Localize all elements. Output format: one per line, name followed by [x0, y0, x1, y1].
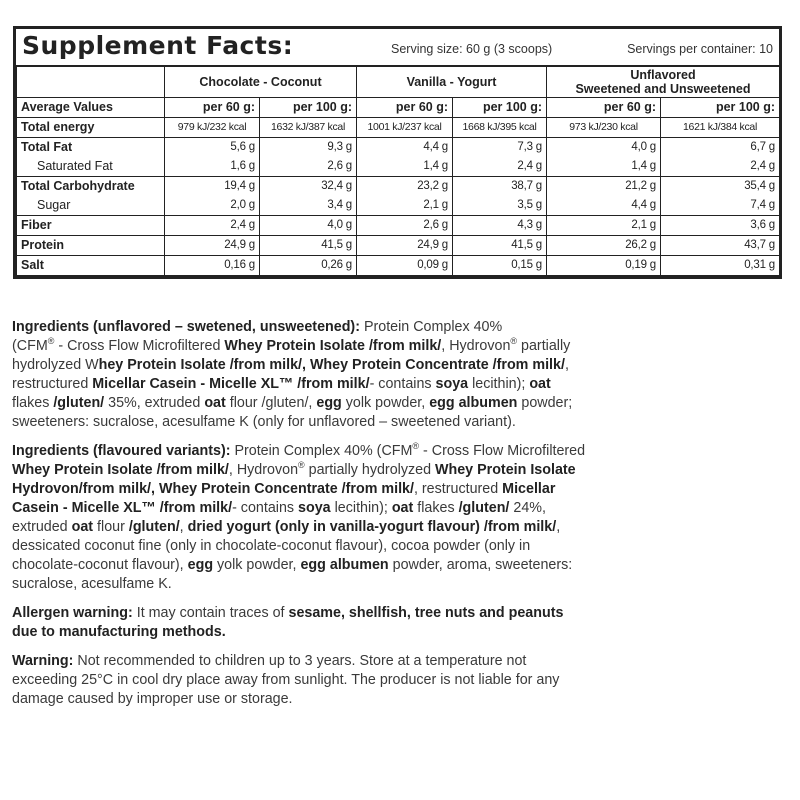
- table-cell: 24,9 g: [357, 236, 453, 256]
- table-row: [17, 236, 780, 256]
- table-cell: 23,2 g: [357, 177, 453, 197]
- table-cell: 5,6 g: [165, 138, 260, 158]
- servings-per-container: Servings per container: 10: [627, 42, 773, 56]
- row-label: Sugar: [17, 196, 165, 216]
- table-cell: 41,5 g: [260, 236, 357, 256]
- table-cell: 35,4 g: [661, 177, 780, 197]
- table-cell: 2,0 g: [165, 196, 260, 216]
- unit-header: per 60 g:: [547, 98, 661, 118]
- variant-unflavored-line1: Unflavored: [630, 68, 696, 82]
- table-cell: 2,4 g: [661, 157, 780, 177]
- facts-header: [16, 29, 779, 66]
- average-values-label: Average Values: [17, 98, 165, 118]
- table-cell: 19,4 g: [165, 177, 260, 197]
- table-cell: 7,3 g: [453, 138, 547, 158]
- table-cell: 2,1 g: [357, 196, 453, 216]
- table-cell: 973 kJ/230 kcal: [547, 118, 661, 138]
- table-cell: 0,16 g: [165, 256, 260, 276]
- table-cell: 1621 kJ/384 kcal: [661, 118, 780, 138]
- table-cell: 979 kJ/232 kcal: [165, 118, 260, 138]
- units-header-row: [17, 98, 780, 118]
- table-cell: 4,0 g: [260, 216, 357, 236]
- allergen-warning: Allergen warning: It may contain traces of sesame, shellfish, tree nuts and peanuts due to manufacturing methods.: [12, 605, 564, 640]
- table-row: [17, 196, 780, 216]
- table-cell: 24,9 g: [165, 236, 260, 256]
- table-cell: 2,1 g: [547, 216, 661, 236]
- variant-header-row: [17, 67, 780, 98]
- variant-unflavored-line2: Sweetened and Unsweetened: [575, 82, 751, 96]
- row-label: Saturated Fat: [17, 157, 165, 177]
- table-cell: 2,6 g: [260, 157, 357, 177]
- table-cell: 38,7 g: [453, 177, 547, 197]
- table-cell: 2,4 g: [165, 216, 260, 236]
- table-row: [17, 138, 780, 158]
- row-label: Total energy: [17, 118, 165, 138]
- unit-header: per 100 g:: [260, 98, 357, 118]
- table-cell: 4,0 g: [547, 138, 661, 158]
- unit-header: per 60 g:: [165, 98, 260, 118]
- table-cell: 9,3 g: [260, 138, 357, 158]
- table-cell: 0,31 g: [661, 256, 780, 276]
- label-text: [12, 318, 592, 719]
- table-cell: 3,4 g: [260, 196, 357, 216]
- table-cell: 1632 kJ/387 kcal: [260, 118, 357, 138]
- table-cell: 0,15 g: [453, 256, 547, 276]
- table-cell: 1001 kJ/237 kcal: [357, 118, 453, 138]
- unit-header: per 100 g:: [661, 98, 780, 118]
- table-cell: 1,4 g: [357, 157, 453, 177]
- blank-header-cell: [17, 67, 165, 98]
- table-row: [17, 216, 780, 236]
- table-cell: 2,6 g: [357, 216, 453, 236]
- table-cell: 21,2 g: [547, 177, 661, 197]
- facts-title: Supplement Facts:: [22, 31, 294, 60]
- table-cell: 6,7 g: [661, 138, 780, 158]
- table-cell: 1,6 g: [165, 157, 260, 177]
- row-label: Salt: [17, 256, 165, 276]
- variant-unflavored: [547, 67, 780, 98]
- table-cell: 7,4 g: [661, 196, 780, 216]
- table-cell: 4,4 g: [547, 196, 661, 216]
- unit-header: per 100 g:: [453, 98, 547, 118]
- row-label: Total Carbohydrate: [17, 177, 165, 197]
- table-row: [17, 157, 780, 177]
- serving-size: Serving size: 60 g (3 scoops): [391, 42, 553, 56]
- supplement-facts-panel: [13, 26, 782, 279]
- nutrition-table: [16, 66, 780, 276]
- ingredients-flavoured: Ingredients (flavoured variants): Protein Complex 40% (CFM® - Cross Flow Microfiltered Whey Protein Isolate /from milk/, Hydrovon® partially hydrolyzed Whey Protein Isolate Hydrovon/from milk/, Whey Protein Concentrate /from milk/, restructured Micellar Casein - Micelle XL™ /from milk/- contains soya lecithin); oat flakes /gluten/ 24%, extruded oat flour /gluten/, dried yogurt (only in vanilla-yogurt flavour) /from milk/, dessicated coconut fine (only in chocolate-coconut flavour), cocoa powder (only in chocolate-coconut flavour), egg yolk powder, egg albumen powder, aroma, sweeteners: sucralose, acesulfame K.: [12, 441, 586, 592]
- table-cell: 0,26 g: [260, 256, 357, 276]
- row-label: Protein: [17, 236, 165, 256]
- table-cell: 3,5 g: [453, 196, 547, 216]
- table-row: [17, 177, 780, 197]
- table-cell: 2,4 g: [453, 157, 547, 177]
- variant-vanilla-yogurt: Vanilla - Yogurt: [357, 67, 547, 98]
- table-cell: 41,5 g: [453, 236, 547, 256]
- storage-warning: Warning: Not recommended to children up to 3 years. Store at a temperature not exceeding 25°C in cool dry place away from sunlight. The producer is not liable for any damage caused by improper use or storage.: [12, 653, 560, 707]
- variant-chocolate-coconut: Chocolate - Coconut: [165, 67, 357, 98]
- unit-header: per 60 g:: [357, 98, 453, 118]
- table-cell: 32,4 g: [260, 177, 357, 197]
- ingredients-unflavored: Ingredients (unflavored – swetened, unsweetened): Protein Complex 40% (CFM® - Cross Flow Microfiltered Whey Protein Isolate /from milk/, Hydrovon® partially hydrolyzed Whey Protein Isolate /from milk/, Whey Protein Concentrate /from milk/, restructured Micellar Casein - Micelle XL™ /from milk/- contains soya lecithin); oat flakes /gluten/ 35%, extruded oat flour /gluten/, egg yolk powder, egg albumen powder; sweeteners: sucralose, acesulfame K (only for unflavored – sweetened variant).: [12, 319, 573, 430]
- table-cell: 43,7 g: [661, 236, 780, 256]
- row-label: Total Fat: [17, 138, 165, 158]
- table-cell: 3,6 g: [661, 216, 780, 236]
- row-label: Fiber: [17, 216, 165, 236]
- table-cell: 26,2 g: [547, 236, 661, 256]
- table-row: [17, 256, 780, 276]
- table-cell: 4,3 g: [453, 216, 547, 236]
- table-cell: 0,19 g: [547, 256, 661, 276]
- table-cell: 1,4 g: [547, 157, 661, 177]
- table-cell: 1668 kJ/395 kcal: [453, 118, 547, 138]
- table-cell: 0,09 g: [357, 256, 453, 276]
- table-row: [17, 118, 780, 138]
- table-cell: 4,4 g: [357, 138, 453, 158]
